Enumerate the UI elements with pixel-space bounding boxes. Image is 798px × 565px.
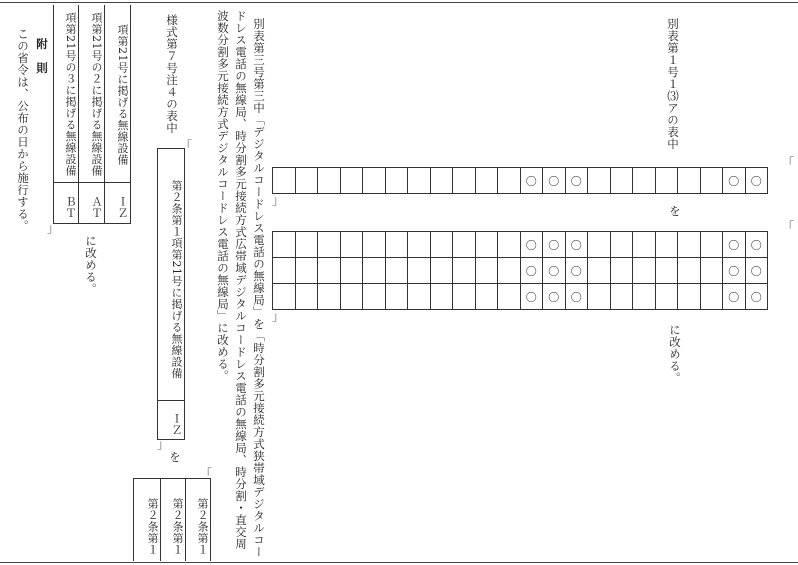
item3-wo: を: [168, 451, 182, 463]
circle-mark-cell: 〇: [745, 168, 768, 194]
empty-cell: [655, 284, 678, 310]
item3-old-cell-text: 第２条第１項第21号に掲げる無線設備: [158, 149, 184, 401]
circle-mark-cell: 〇: [565, 232, 588, 258]
circle-mark-cell: 〇: [723, 258, 746, 284]
circle-mark-cell: 〇: [723, 284, 746, 310]
empty-cell: [430, 258, 453, 284]
item1-wo: を: [668, 205, 682, 217]
item1-aratameru: に改める。: [668, 324, 682, 384]
empty-cell: [295, 284, 318, 310]
item3-new-row-text: 項第21号に掲げる無線設備: [105, 5, 130, 183]
empty-cell: [498, 258, 521, 284]
empty-cell: [363, 258, 386, 284]
circle-mark-cell: 〇: [565, 258, 588, 284]
empty-cell: [633, 258, 656, 284]
circle-mark-cell: 〇: [745, 258, 768, 284]
bracket-close: 」: [272, 193, 285, 207]
circle-mark-cell: 〇: [543, 232, 566, 258]
item1-new-row: [273, 258, 768, 284]
empty-cell: [273, 232, 296, 258]
circle-mark-cell: 〇: [520, 284, 543, 310]
item3-aratameru: に改める。: [84, 235, 98, 295]
empty-cell: [700, 258, 723, 284]
empty-cell: [408, 168, 431, 194]
empty-cell: [678, 168, 701, 194]
empty-cell: [588, 232, 611, 258]
item3-new-row-head: 第２条第１: [146, 498, 159, 556]
empty-cell: [655, 258, 678, 284]
empty-cell: [385, 232, 408, 258]
empty-cell: [453, 284, 476, 310]
empty-cell: [610, 258, 633, 284]
empty-cell: [408, 258, 431, 284]
bracket-open: 「: [180, 139, 193, 153]
empty-cell: [385, 284, 408, 310]
empty-cell: [610, 284, 633, 310]
empty-cell: [633, 232, 656, 258]
empty-cell: [655, 168, 678, 194]
empty-cell: [273, 168, 296, 194]
item3-new-row-head: 第２条第１: [160, 479, 185, 561]
empty-cell: [678, 284, 701, 310]
empty-cell: [430, 168, 453, 194]
item3-new-row-code: ＩＺ: [116, 195, 129, 219]
empty-cell: [318, 168, 341, 194]
item3-new-table-part1: [133, 478, 211, 561]
empty-cell: [408, 232, 431, 258]
empty-cell: [633, 284, 656, 310]
empty-cell: [610, 168, 633, 194]
item1-new-row: [273, 284, 768, 310]
item3-new-row: [78, 5, 104, 223]
item3-new-row: [53, 5, 78, 223]
empty-cell: [385, 258, 408, 284]
item2-line-3: 波数分割多元接続方式デジタルコードレス電話の無線局」に改める。: [216, 10, 230, 382]
empty-cell: [475, 232, 498, 258]
empty-cell: [475, 168, 498, 194]
empty-cell: [633, 168, 656, 194]
empty-cell: [318, 258, 341, 284]
empty-cell: [453, 232, 476, 258]
empty-cell: [655, 232, 678, 258]
circle-mark-cell: 〇: [565, 168, 588, 194]
bracket-close: 」: [157, 437, 170, 451]
circle-mark-cell: 〇: [543, 168, 566, 194]
circle-mark-cell: 〇: [723, 168, 746, 194]
item2-line-2: ドレス電話の無線局、時分割多元接続方式広帯域デジタルコードレス電話の無線局、時分割・直交周: [234, 10, 248, 550]
item3-old-cell-code: ＩＺ: [170, 413, 183, 436]
item3-new-table-part2: [53, 5, 131, 224]
circle-mark-cell: 〇: [520, 258, 543, 284]
empty-cell: [295, 168, 318, 194]
empty-cell: [430, 232, 453, 258]
empty-cell: [363, 168, 386, 194]
bracket-open: 「: [200, 467, 213, 481]
empty-cell: [498, 284, 521, 310]
empty-cell: [700, 232, 723, 258]
empty-cell: [295, 232, 318, 258]
empty-cell: [498, 168, 521, 194]
item3-new-row-text: 項第21号の２に掲げる無線設備: [79, 5, 104, 183]
circle-mark-cell: 〇: [745, 232, 768, 258]
bracket-close: 」: [47, 221, 60, 235]
item3-new-row: [104, 5, 130, 223]
empty-cell: [475, 284, 498, 310]
empty-cell: [700, 168, 723, 194]
item3-new-row-text: 項第21号の３に掲げる無線設備: [53, 5, 78, 183]
empty-cell: [273, 258, 296, 284]
empty-cell: [273, 284, 296, 310]
bracket-close: 」: [272, 309, 285, 323]
empty-cell: [453, 168, 476, 194]
item2-line-1: 別表第三号第三中「デジタルコードレス電話の無線局」を「時分割多元接続方式狭帯域デジタルコー: [252, 18, 266, 558]
item1-old-table: [272, 167, 768, 194]
empty-cell: [678, 232, 701, 258]
item1-old-row: [273, 168, 768, 194]
item3-new-row-head: 第２条第１: [185, 479, 210, 561]
circle-mark-cell: 〇: [543, 284, 566, 310]
circle-mark-cell: 〇: [723, 232, 746, 258]
empty-cell: [588, 284, 611, 310]
top-rule: [0, 2, 798, 3]
empty-cell: [588, 258, 611, 284]
item3-new-row-code: ＡＴ: [90, 195, 103, 219]
bracket-open: 「: [782, 220, 795, 234]
empty-cell: [408, 284, 431, 310]
circle-mark-cell: 〇: [745, 284, 768, 310]
item3-heading: 様式第７号注４の表中: [165, 14, 179, 134]
supplementary-body: この省令は、公布の日から施行する。: [16, 28, 30, 232]
empty-cell: [340, 284, 363, 310]
circle-mark-cell: 〇: [543, 258, 566, 284]
empty-cell: [340, 258, 363, 284]
empty-cell: [363, 284, 386, 310]
item3-new-row-code: ＢＴ: [64, 195, 77, 219]
item1-heading: 別表第１号１⑶アの表中: [666, 18, 680, 150]
item1-new-row: [273, 232, 768, 258]
empty-cell: [453, 258, 476, 284]
bracket-open: 「: [782, 156, 795, 170]
empty-cell: [475, 258, 498, 284]
bottom-rule: [0, 562, 798, 563]
item1-new-table: [272, 231, 768, 310]
empty-cell: [340, 232, 363, 258]
circle-mark-cell: 〇: [520, 168, 543, 194]
empty-cell: [340, 168, 363, 194]
item3-old-table: [157, 148, 185, 440]
circle-mark-cell: 〇: [565, 284, 588, 310]
empty-cell: [385, 168, 408, 194]
empty-cell: [295, 258, 318, 284]
empty-cell: [588, 168, 611, 194]
empty-cell: [678, 258, 701, 284]
empty-cell: [363, 232, 386, 258]
empty-cell: [318, 232, 341, 258]
empty-cell: [700, 284, 723, 310]
empty-cell: [610, 232, 633, 258]
empty-cell: [430, 284, 453, 310]
circle-mark-cell: 〇: [520, 232, 543, 258]
empty-cell: [498, 232, 521, 258]
empty-cell: [318, 284, 341, 310]
supplementary-title: 附 則: [35, 38, 49, 74]
